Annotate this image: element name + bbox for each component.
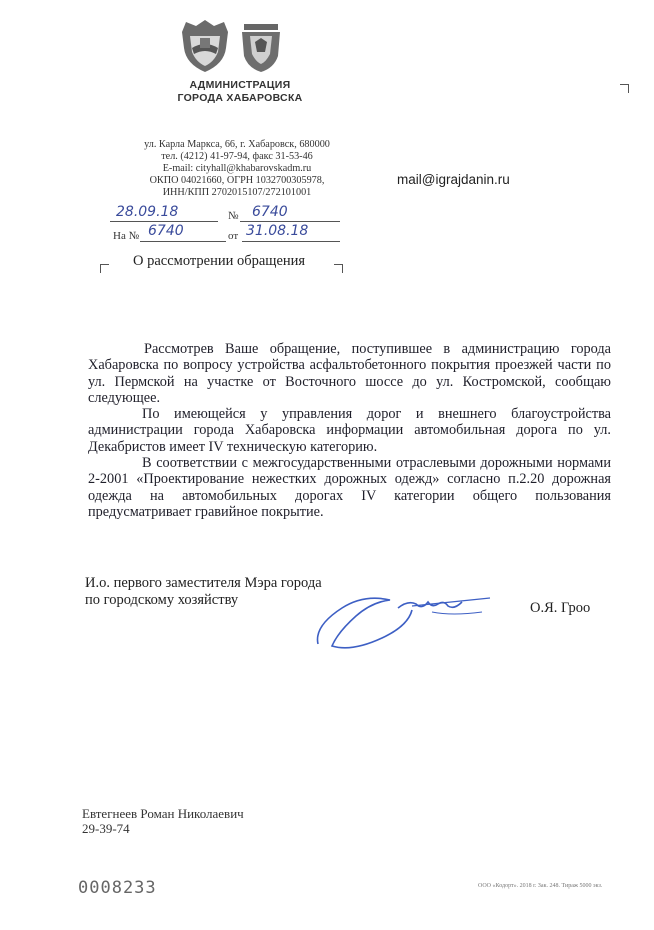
underline [110,221,218,222]
reference-prefix: На № [113,230,140,242]
body-paragraph: В соответствии с межгосударственными отраслевыми дорожными нормами 2-2001 «Проектирование нежестких дорожных одежд» согласно п.2.20 дорожная одежда на автомобильных дорогах IV категории общего пользования предусматривает гравийное покрытие. [88,455,611,520]
underline [242,241,340,242]
body-paragraph: По имеющейся у управления дорог и внешнего благоустройства администрации города Хабаровска информации автомобильная дорога по ул. Декабристов имеет IV техническую категорию. [88,406,611,455]
city-emblem [176,18,234,74]
underline [140,241,226,242]
handwritten-signature [312,586,502,656]
address-line: E-mail: cityhall@khabarovskadm.ru [162,163,312,174]
recipient-email: mail@igrajdanin.ru [397,172,510,187]
signatory-position-line1: И.о. первого заместителя Мэра города [85,575,322,591]
registration-date: 28.09.18 [116,204,179,220]
org-name-line2: ГОРОДА ХАБАРОВСКА [177,92,303,104]
reference-date: 31.08.18 [246,223,309,239]
letter-body [88,341,611,520]
executor-phone: 29-39-74 [82,821,130,836]
executor-name: Евтегнеев Роман Николаевич [82,806,244,821]
signatory-name: О.Я. Гроо [530,600,591,616]
corner-mark [334,264,343,273]
corner-mark [620,84,629,93]
executor-block [82,806,244,836]
letter-subject: О рассмотрении обращения [133,253,306,269]
signatory-position-line2: по городскому хозяйству [85,592,239,608]
registration-number-label: № [228,210,239,222]
corner-mark [100,264,109,273]
registration-number: 6740 [252,204,288,220]
address-line: ИНН/КПП 2702015107/272101001 [162,187,312,198]
address-line: ОКПО 04021660, ОГРН 1032700305978, [149,175,325,186]
printer-note: ООО «Кодорт». 2018 г. Зак. 248. Тираж 5000 экз. [478,883,603,889]
address-line: ул. Карла Маркса, 66, г. Хабаровск, 680000 [144,139,330,150]
reference-from-label: от [228,230,239,242]
reference-number: 6740 [148,223,184,239]
underline [240,221,340,222]
region-emblem [238,20,284,74]
form-serial-number: 0008233 [78,878,157,898]
body-paragraph: Рассмотрев Ваше обращение, поступившее в администрацию города Хабаровска по вопросу устройства асфальтобетонного покрытия проезжей части по ул. Пермской на участке от Восточного шоссе до ул. Костромской, сообщаю следующее. [88,341,611,406]
address-line: тел. (4212) 41-97-94, факс 31-53-46 [161,151,313,162]
org-name-line1: АДМИНИСТРАЦИЯ [189,79,291,91]
